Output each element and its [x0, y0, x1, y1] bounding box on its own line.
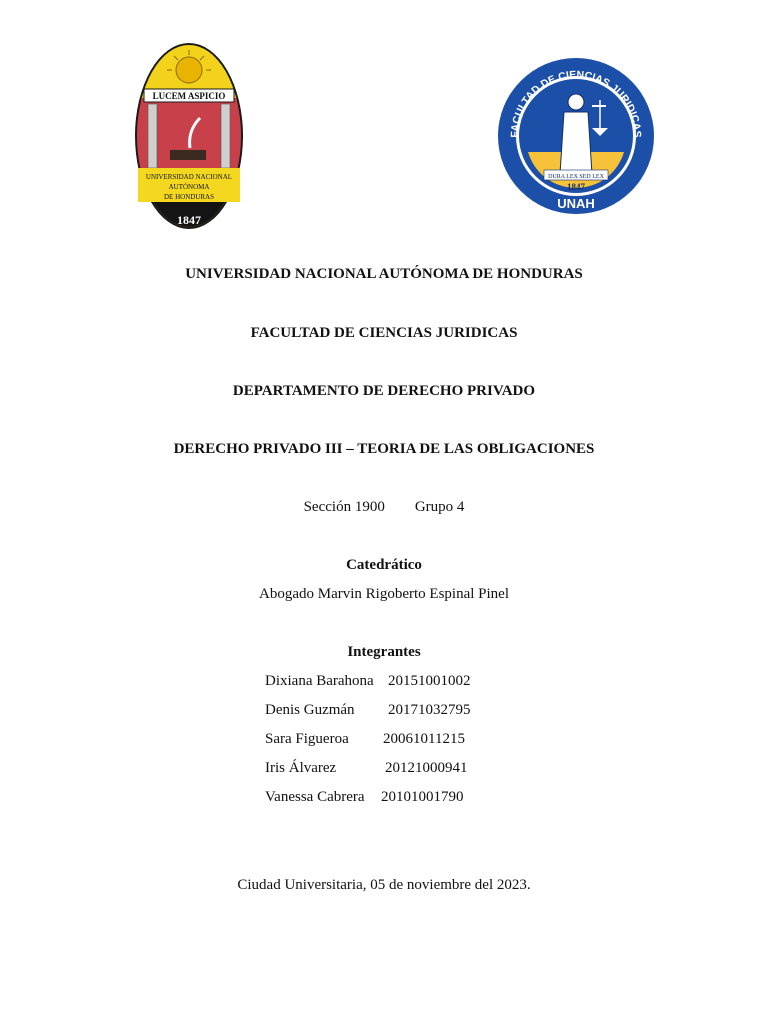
member-name: Iris Álvarez	[265, 760, 337, 776]
member-id: 20151001002	[388, 673, 471, 689]
member-name: Vanessa Cabrera	[265, 789, 365, 805]
member-id: 20171032795	[388, 702, 471, 718]
members-title: Integrantes	[347, 644, 421, 660]
crest-motto: LUCEM ASPICIO	[152, 91, 226, 101]
member-name: Denis Guzmán	[265, 702, 355, 718]
member-id: 20121000941	[385, 760, 468, 776]
university-name: UNIVERSIDAD NACIONAL AUTÓNOMA DE HONDURAS	[185, 266, 583, 282]
crest-year: 1847	[177, 213, 201, 227]
place-date: Ciudad Universitaria, 05 de noviembre del 2023.	[237, 877, 531, 893]
faculty-name: FACULTAD DE CIENCIAS JURIDICAS	[250, 325, 518, 341]
member-row	[265, 788, 525, 817]
professor-title: Catedrático	[346, 557, 422, 573]
course-name: DERECHO PRIVADO III – TEORIA DE LAS OBLIGACIONES	[173, 441, 595, 457]
unah-crest-icon	[134, 42, 244, 230]
member-id: 20061011215	[383, 731, 465, 747]
seal-ring-text: FACULTAD DE CIENCIAS JURIDICAS	[508, 68, 644, 138]
crest-line-1: UNIVERSIDAD NACIONAL	[145, 173, 233, 181]
group-label: Grupo 4	[414, 499, 465, 515]
members-list	[265, 672, 525, 817]
seal-year: 1847	[567, 182, 585, 192]
section-label: Sección 1900	[303, 499, 385, 515]
seal-unah: UNAH	[557, 196, 595, 211]
member-name: Sara Figueroa	[265, 731, 349, 747]
professor-name: Abogado Marvin Rigoberto Espinal Pinel	[259, 586, 509, 602]
member-row	[265, 730, 525, 759]
crest-line-2: AUTÓNOMA	[168, 183, 210, 191]
member-id: 20101001790	[381, 789, 464, 805]
seal-ribbon: DURA LEX SED LEX	[548, 174, 604, 180]
section-group-line	[0, 498, 768, 516]
member-row	[265, 701, 525, 730]
faculty-justice-seal-icon	[496, 56, 656, 216]
crest-line-3: DE HONDURAS	[164, 193, 214, 201]
member-row	[265, 672, 525, 701]
department-name: DEPARTAMENTO DE DERECHO PRIVADO	[232, 383, 536, 399]
member-row	[265, 759, 525, 788]
member-name: Dixiana Barahona	[265, 673, 374, 689]
